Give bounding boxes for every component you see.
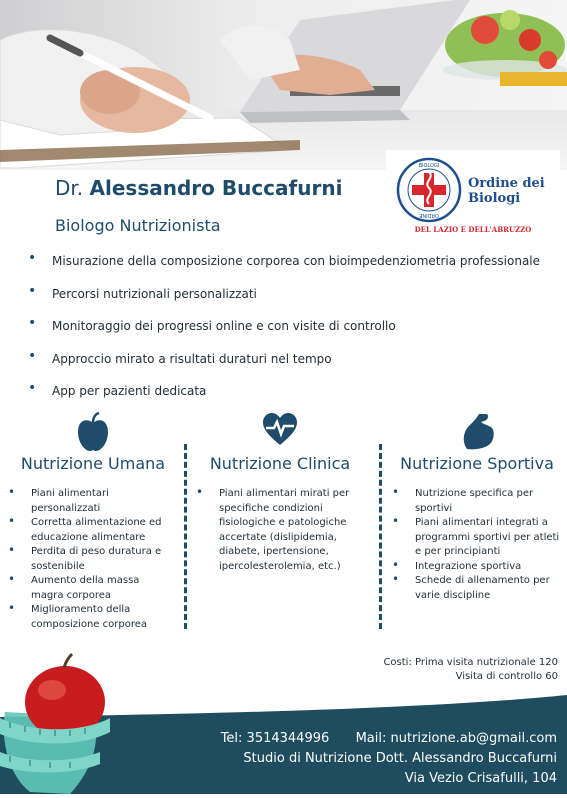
list-item: • Approccio mirato a risultati duraturi nel tempo	[28, 352, 558, 385]
apple-measuring-tape-image	[0, 652, 130, 794]
costs	[383, 656, 558, 684]
list-item: • Miglioramento della composizione corporea	[8, 603, 173, 632]
logo-line1: Ordine dei	[468, 176, 545, 191]
list-item: • Schede di allenamento per varie discipline	[392, 574, 562, 603]
logo-subtitle: DEL LAZIO E DELL'ABRUZZO	[414, 225, 532, 234]
cost-follow-up: Visita di controllo 60	[455, 671, 558, 682]
services-list	[28, 254, 558, 417]
list-item: • Piani alimentari mirati per specifiche condizioni fisiologiche e patologiche accertate (dislipidemia, diabete, ipertensione, ipercolesterolemia, etc.)	[196, 487, 364, 574]
column-sports-nutrition	[392, 412, 562, 603]
column-title: Nutrizione Clinica	[209, 454, 351, 473]
seal-bottom-text: ORDINE	[419, 212, 439, 218]
hero-photo	[0, 0, 567, 170]
list-item: • Nutrizione specifica per sportivi	[392, 487, 562, 516]
name-prefix: Dr.	[55, 176, 84, 200]
list-item: • Piani alimentari personalizzati	[8, 487, 173, 516]
seal-top-text: BIOLOGI	[418, 163, 440, 169]
logo-line2: Biologi	[468, 191, 521, 206]
phone[interactable]: Tel: 3514344996	[220, 731, 330, 746]
column-title: Nutrizione Umana	[20, 454, 166, 473]
order-logo	[386, 150, 560, 238]
list-item: • Integrazione sportiva	[392, 560, 562, 575]
list-item: • Percorsi nutrizionali personalizzati	[28, 287, 558, 320]
studio-name: Studio di Nutrizione Dott. Alessandro Buccafurni	[243, 751, 557, 766]
name-text: Alessandro Buccafurni	[89, 176, 343, 200]
doctor-title: Biologo Nutrizionista	[55, 216, 221, 235]
hero-illustration	[0, 0, 567, 170]
list-item: • Aumento della massa magra corporea	[8, 574, 173, 603]
column-divider	[379, 444, 382, 629]
column-title: Nutrizione Sportiva	[400, 454, 554, 473]
flexed-arm-icon	[392, 412, 562, 454]
apple-icon	[8, 412, 178, 454]
list-item: • Misurazione della composizione corporea con bioimpedenziometria professionale	[28, 254, 558, 287]
column-divider	[184, 444, 187, 629]
column-clinical-nutrition	[196, 412, 364, 574]
cost-first-visit: Costi: Prima visita nutrizionale 120	[383, 657, 558, 668]
heart-pulse-icon	[196, 412, 364, 454]
address: Via Vezio Crisafulli, 104	[404, 771, 557, 786]
column-human-nutrition	[8, 412, 178, 632]
biologists-seal-icon	[386, 150, 560, 238]
list-item: • Perdita di peso duratura e sostenibile	[8, 545, 173, 574]
list-item: • Piani alimentari integrati a programmi sportivi per atleti e per principianti	[392, 516, 562, 560]
list-item: • App per pazienti dedicata	[28, 384, 558, 417]
list-item: • Monitoraggio dei progressi online e con visite di controllo	[28, 319, 558, 352]
list-item: • Corretta alimentazione ed educazione alimentare	[8, 516, 173, 545]
contact-line	[221, 731, 557, 746]
doctor-name	[55, 176, 342, 200]
email[interactable]: Mail: nutrizione.ab@gmail.com	[355, 731, 557, 746]
